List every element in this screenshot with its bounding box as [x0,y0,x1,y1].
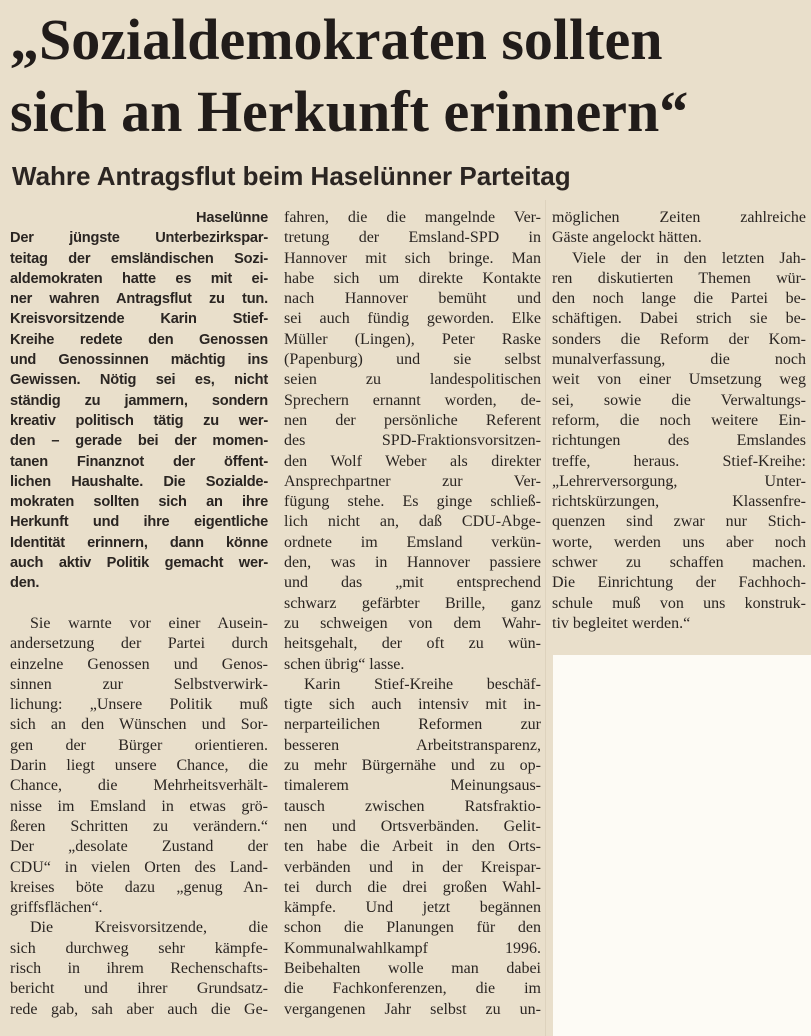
text-line: (Papenburg) und sie selbst [284,351,541,369]
text-line: fahren, die die mangelnde Ver- [284,209,541,226]
text-line: fügung stehe. Es ginge schließ- [284,493,541,511]
text-line: sich durchweg sehr kämpfe- [10,939,268,957]
text-line: Die Kreisvorsitzende, die [30,919,268,937]
text-line: Sie warnte vor einer Ausein- [30,614,268,632]
text-line: sinnen zur Selbstverwirk- [10,675,268,693]
text-line: Chance, die Mehrheitsverhält- [10,777,268,795]
text-line: nach Hannover bemüht und [284,290,541,308]
text-line: Herkunft und ihre eigentliche [10,514,268,531]
text-line: ßeren Schritten zu verändern.“ [10,817,268,835]
text-line: Haselünne [195,210,268,226]
text-line: griffsflächen“. [10,899,103,917]
text-line: vergangenen Jahr selbst zu un- [284,1000,541,1018]
text-line: lich nicht an, daß CDU-Abge- [284,513,541,531]
text-line: nisse im Emsland in etwas grö- [10,797,268,815]
text-line: schon die Planungen für den [284,919,541,937]
text-line: sonders die Reform der Kom- [552,330,806,348]
paragraph [552,208,806,249]
text-line: Gäste angelockt hätten. [552,229,702,247]
text-line: Kommunalwahlkampf 1996. [284,939,541,957]
text-line: einzelne Genossen und Genos- [10,655,268,673]
text-line: den, was in Hannover passiere [284,554,541,572]
headline [10,4,810,148]
column-divider [545,200,546,1036]
text-line: mokraten sollten sich an ihre [10,494,268,511]
text-line: Darin liegt unsere Chance, die [10,757,268,775]
text-line: möglichen Zeiten zahlreiche [552,209,806,226]
text-line: zu schweigen von dem Wahr- [284,614,541,632]
article-column-2 [284,208,541,1020]
paragraph [10,228,268,593]
paragraph [10,614,268,918]
text-line: tei durch die drei großen Wahl- [284,878,541,896]
paragraph [10,918,268,1019]
text-line: seien zu landespolitischen [284,371,541,389]
text-line: ten habe die Arbeit in den Orts- [284,838,541,856]
text-line: nen der persönliche Referent [284,411,541,429]
text-line: „Lehrerversorgung, Unter- [552,472,806,490]
headline-line: „Sozialdemokraten sollten [10,7,663,72]
text-line: richtungen des Emslandes [552,432,806,450]
text-line: Kreihe redete den Genossen [10,331,268,348]
text-line: den noch lange die Partei be- [552,290,806,308]
text-line: des SPD-Fraktionsvorsitzen- [284,432,541,450]
paragraph [552,249,806,635]
text-line: ren diskutierten Themen wür- [552,269,806,287]
text-line: und das „mit entsprechend [284,574,541,592]
article-column-3 [552,208,806,634]
text-line: tigte sich auch intensiv mit in- [284,696,541,714]
text-line: auch aktiv Politik gemacht wer- [10,555,268,572]
text-line: Müller (Lingen), Peter Raske [284,330,541,348]
text-line: Der „desolate Zustand der [10,838,268,856]
text-line: sich an den Wünschen und Sor- [10,716,268,734]
text-line: die Fachkonferenzen, die im [284,980,541,998]
text-line: rede gab, sah aber auch die Ge- [10,1000,268,1018]
text-line: schwarz gefärbter Brille, ganz [284,594,541,612]
text-line: sei auch fündig geworden. Elke [284,310,541,328]
text-line: kämpfe. Und jetzt begännen [284,899,541,917]
text-line: Viele der in den letzten Jah- [572,249,806,267]
text-line: besseren Arbeitstransparenz, [284,736,541,754]
text-line: nen und Ortsverbänden. Gelit- [284,817,541,835]
text-line: lichen Haushalte. Die Sozialde- [10,473,268,490]
text-line: Identität erinnern, dann könne [10,534,268,551]
text-line: Karin Stief-Kreihe beschäf- [304,675,541,693]
text-line: aldemokraten hatte es mit ei- [10,270,268,287]
text-line: weit von einer Umsetzung weg [552,371,806,389]
text-line: lichung: „Unsere Politik muß [10,696,268,714]
text-line: den – gerade bei der momen- [10,433,268,450]
text-line: Die Einrichtung der Fachhoch- [552,574,806,592]
text-line: verbänden und in der Kreispar- [284,858,541,876]
text-line: tanen Finanznot der öffent- [10,453,268,470]
paragraph [284,208,541,675]
blank-paper-area [553,655,811,1036]
text-line: bericht und ihrer Grundsatz- [10,980,268,998]
text-line: Gewissen. Nötig sei es, nicht [10,372,268,389]
text-line: CDU“ in vielen Orten des Land- [10,858,268,876]
text-line: Sprechern ernannt worden, de- [284,391,541,409]
paragraph [284,675,541,1020]
text-line: Hannover mit sich bringe. Man [284,249,541,267]
text-line: treffe, heraus. Stief-Kreihe: [552,452,806,470]
text-line: heitsgehalt, der oft zu wün- [284,635,541,653]
text-line: nerparteilichen Reformen zur [284,716,541,734]
text-line: munalverfassung, die noch [552,351,806,369]
text-line: ordnete im Emsland verkün- [284,533,541,551]
text-line: Der jüngste Unterbezirkspar- [10,230,268,247]
subtitle: Wahre Antragsflut beim Haselünner Parteitag [12,161,571,191]
text-line: Kreisvorsitzende Karin Stief- [10,311,268,328]
text-line: risch in ihrem Rechenschafts- [10,959,268,977]
text-line: kreises böte dazu „genug An- [10,878,268,896]
text-line: den. [10,575,40,592]
text-line: sei, sowie die Verwaltungs- [552,391,806,409]
text-line: andersetzung der Partei durch [10,635,268,653]
text-line: ner wahren Antragsflut zu tun. [10,291,268,308]
text-line: ständig zu jammern, sondern [10,392,268,409]
text-line: richtskürzungen, Klassenfre- [552,493,806,511]
text-line: worte, werden uns aber noch [552,533,806,551]
text-line: den Wolf Weber als direkter [284,452,541,470]
text-line: tiv begleitet werden.“ [552,614,691,632]
text-line: und Genossinnen mächtig ins [10,352,268,369]
text-line: tretung der Emsland-SPD in [284,229,541,247]
article-column-1 [10,208,268,1020]
text-line: schwer zu schaffen machen. [552,554,806,572]
text-line: Beibehalten wolle man dabei [284,959,541,977]
text-line: quenzen sind zwar nur Stich- [552,513,806,531]
text-line: schen übrig“ lasse. [284,655,405,673]
text-line: tausch zwischen Ratsfraktio- [284,797,541,815]
text-line: schäftigen. Dabei strich sie be- [552,310,806,328]
text-line: zu mehr Bürgernähe und zu op- [284,757,541,775]
text-line: Ansprechpartner zur Ver- [284,472,541,490]
text-line: reform, die noch weitere Ein- [552,411,806,429]
paragraph-gap [10,594,268,614]
text-line: kreativ politisch tätig zu wer- [10,412,268,429]
text-line: schule muß von uns konstruk- [552,594,806,612]
text-line: habe sich um direkte Kontakte [284,269,541,287]
headline-line: sich an Herkunft erinnern“ [10,79,689,144]
text-line: teitag der emsländischen Sozi- [10,250,268,267]
text-line: gen der Bürger orientieren. [10,736,268,754]
text-line: timalerem Meinungsaus- [284,777,541,795]
dateline [10,208,268,228]
